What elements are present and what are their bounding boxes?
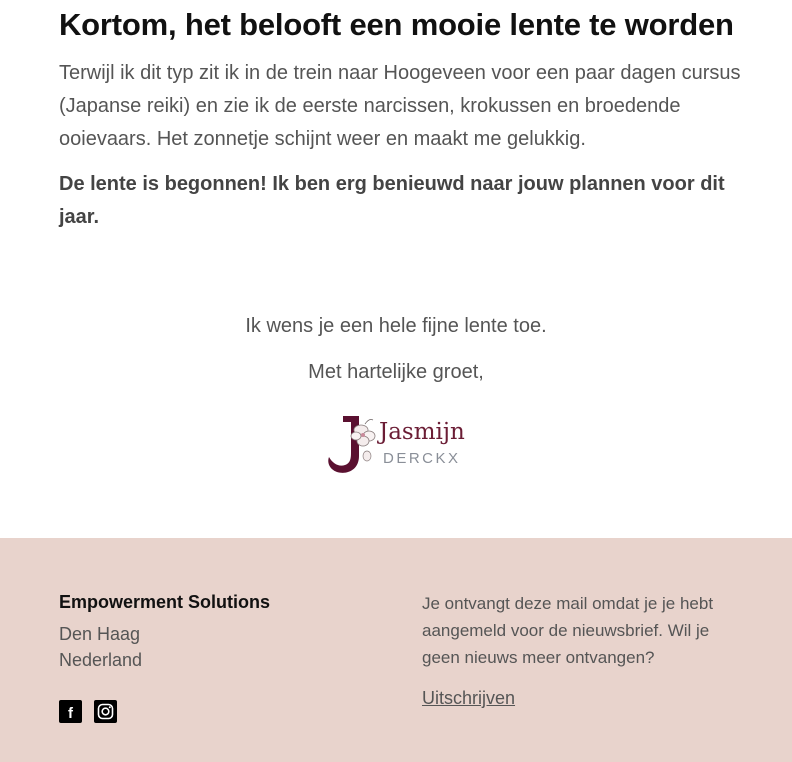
address-city: Den Haag [59,624,141,644]
article-heading: Kortom, het belooft een mooie lente te worden [59,7,734,42]
facebook-icon[interactable] [59,700,82,723]
subscription-notice: Je ontvangt deze mail omdat je je hebt aangemeld voor de nieuwsbrief. Wil je geen nieuws meer ontvangen? [422,594,714,667]
jasmijn-derckx-logo [325,412,470,476]
flower-j-logo-icon [325,412,385,476]
company-name: Empowerment Solutions [59,592,271,612]
facebook-glyph: f [68,704,73,722]
logo-surname: DERCKX [383,450,461,467]
instagram-glyph [97,703,114,720]
footer [0,538,792,762]
logo-name: Jasmijn [379,419,465,445]
greeting-text: Met hartelijke groet, [308,361,484,383]
address-country: Nederland [59,650,143,670]
wish-text: Ik wens je een hele fijne lente toe. [245,315,547,337]
instagram-icon[interactable] [94,700,117,723]
intro-paragraph: Terwijl ik dit typ zit ik in de trein naar Hoogeveen voor een paar dagen cursus (Japanse reiki) en zie ik de eerste narcissen, krokussen en broedende ooievaars. Het zonnetje schijnt weer en maakt me gelukkig. [59,62,741,150]
highlight-paragraph: De lente is begonnen! Ik ben erg benieuwd naar jouw plannen voor dit jaar. [59,173,725,228]
unsubscribe-link[interactable]: Uitschrijven [422,688,516,708]
